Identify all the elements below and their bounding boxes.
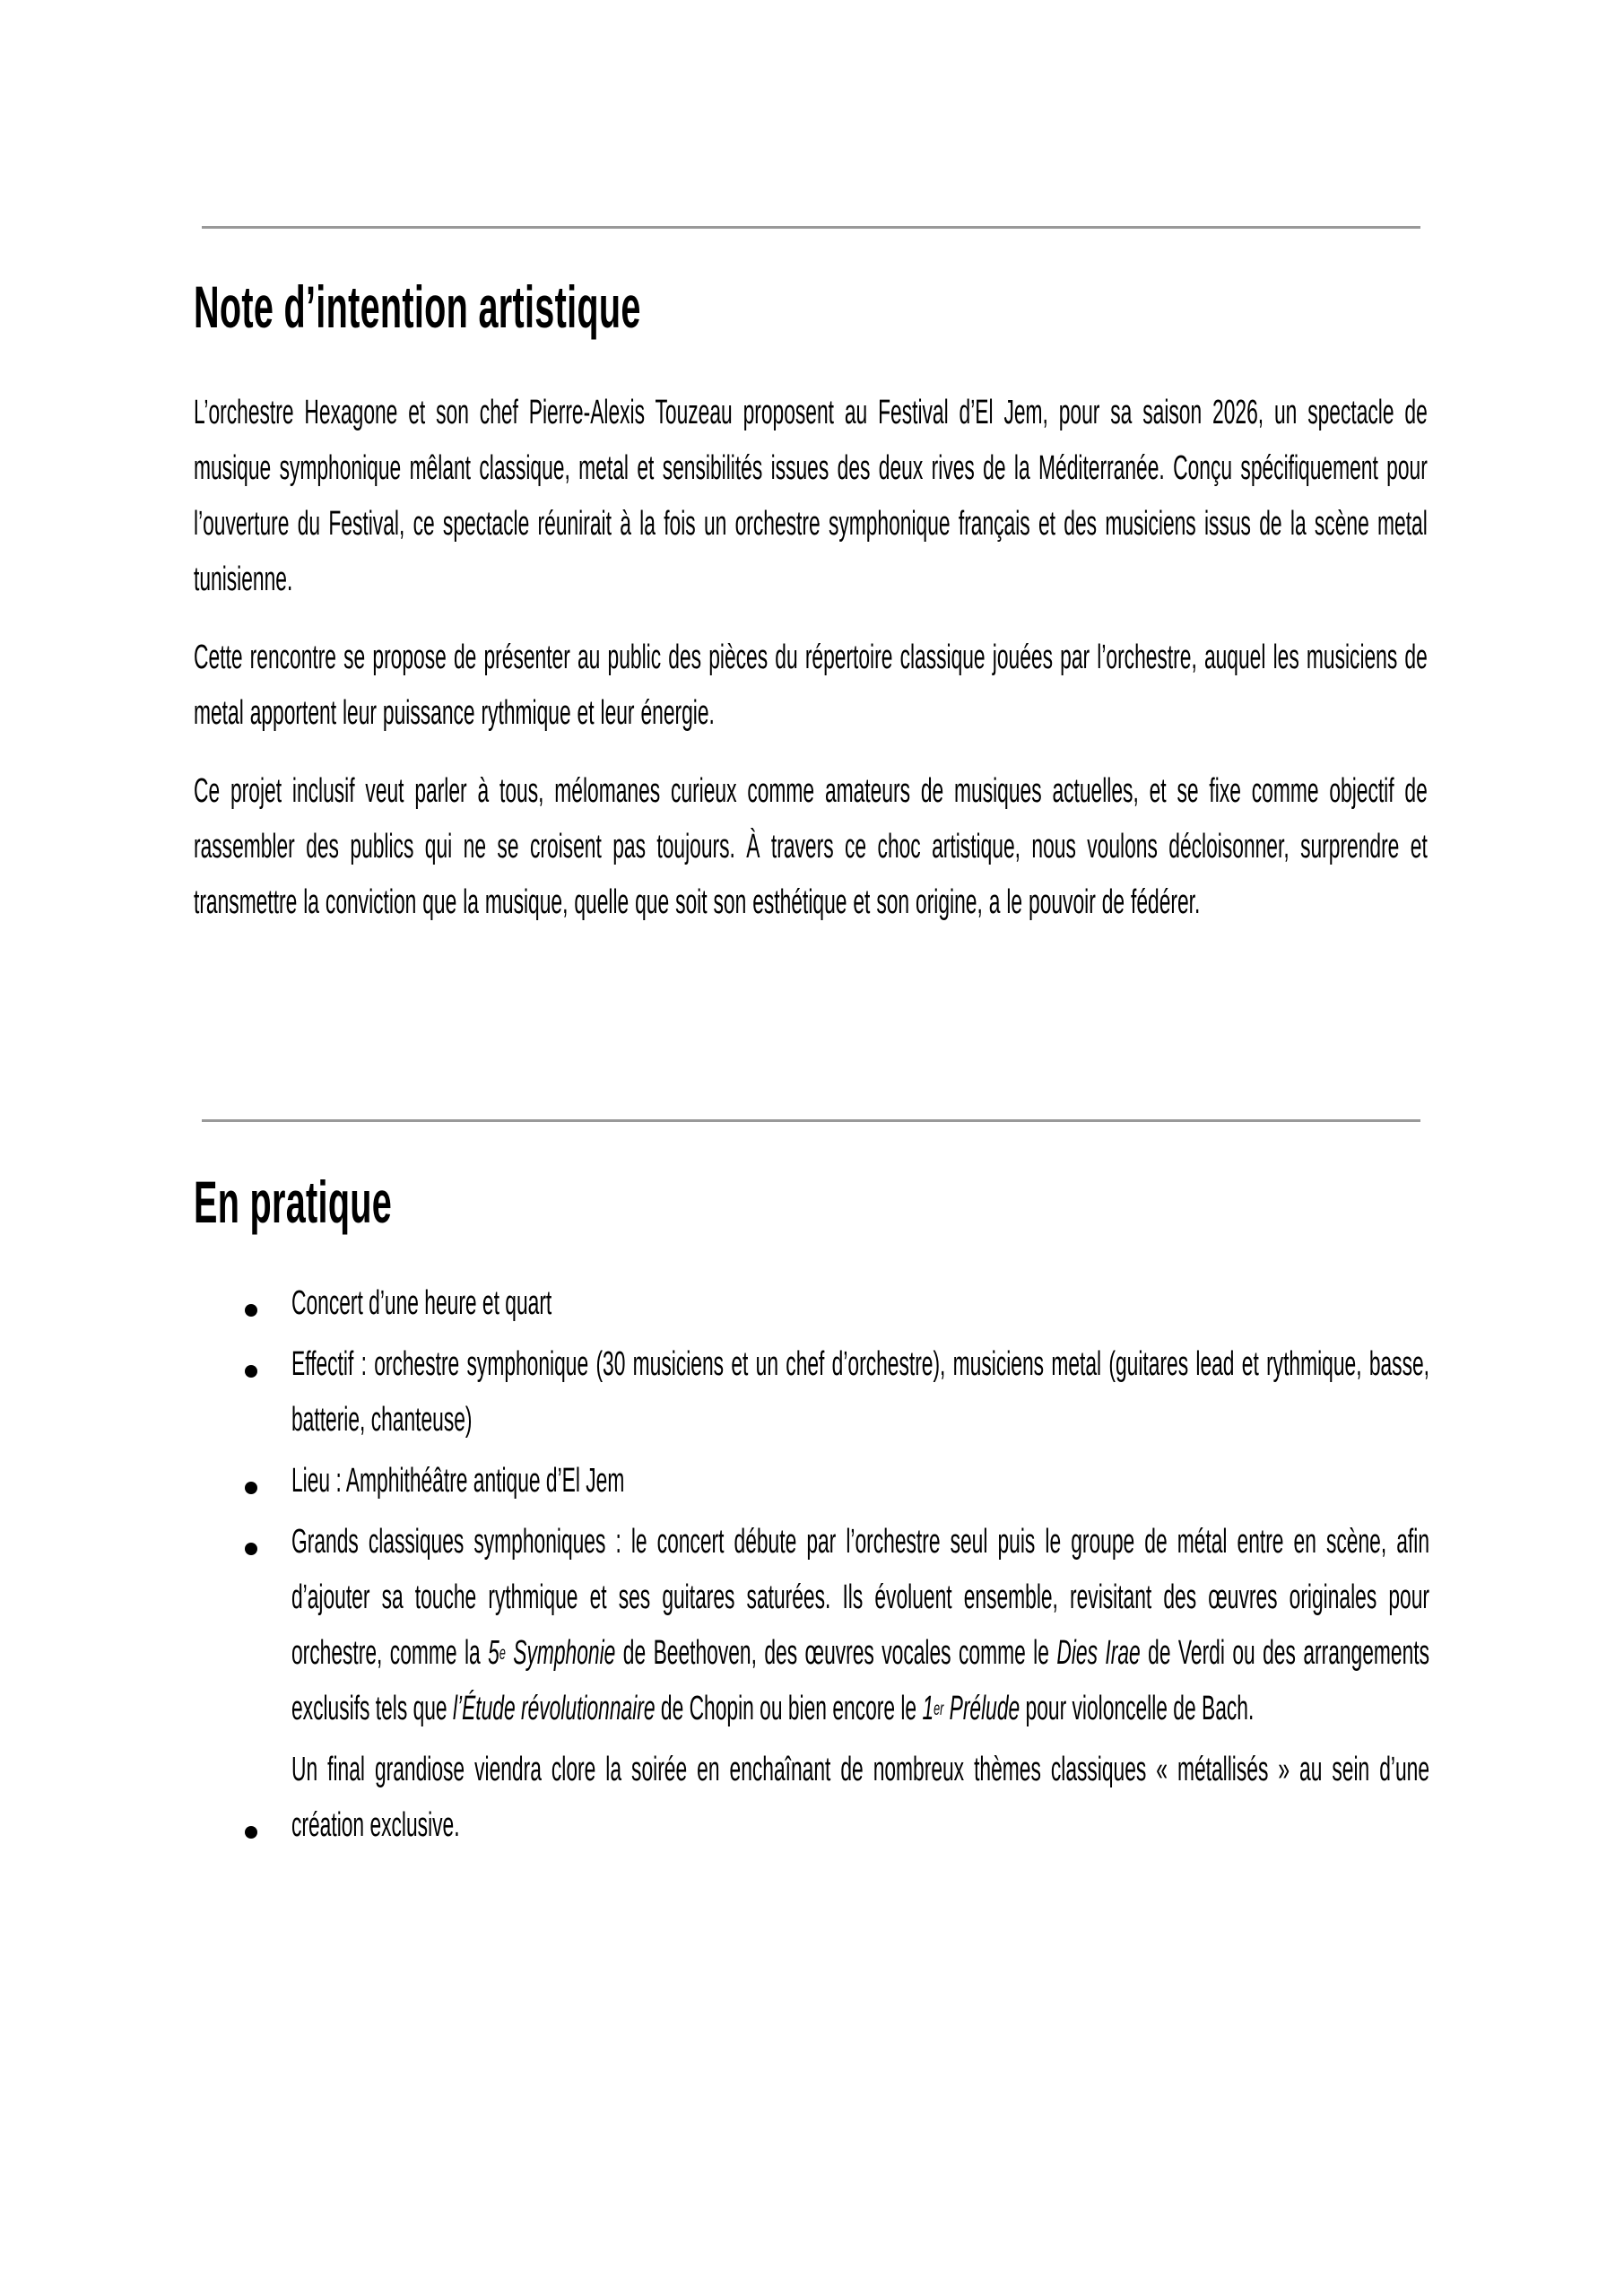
list-item-final bbox=[291, 1742, 1429, 1853]
list-item-text: Un final grandiose viendra clore la soirée en enchaînant de nombreux thèmes classiques « métallisés » au sein d’une création exclusive. bbox=[291, 1751, 1429, 1844]
bullet-icon bbox=[245, 1365, 257, 1378]
paragraph: Ce projet inclusif veut parler à tous, mélomanes curieux comme amateurs de musiques actuelles, et se fixe comme objectif de rassembler des publics qui ne se croisent pas toujours. À travers ce choc artistique, nous voulons décloisonner, surprendre et transmettre la conviction que la musique, quelle que soit son esthétique et son origine, a le pouvoir de fédérer. bbox=[194, 772, 1428, 921]
work-title-dies-irae: Dies Irae bbox=[1056, 1634, 1141, 1672]
list-item-effectif bbox=[291, 1336, 1429, 1448]
note-intention-body bbox=[194, 385, 1428, 952]
work-title-etude-revolutionnaire: l’Étude révolutionnaire bbox=[452, 1690, 656, 1727]
text-run: pour violoncelle de Bach. bbox=[1020, 1690, 1255, 1727]
practical-info-list bbox=[291, 1275, 1429, 1858]
section-divider bbox=[202, 226, 1420, 229]
list-item-text: Lieu : Amphithéâtre antique d’El Jem bbox=[291, 1462, 625, 1500]
work-title-1er-prelude: 1er Prélude bbox=[922, 1690, 1020, 1727]
paragraph: Cette rencontre se propose de présenter au public des pièces du répertoire classique jouées par l’orchestre, auquel les musiciens de metal apportent leur puissance rythmique et leur énergie. bbox=[194, 639, 1428, 732]
list-item-programme bbox=[291, 1514, 1429, 1736]
text-run: Grands classiques symphoniques : le concert débute par l’orchestre seul puis le groupe de métal entre en scène, afin d’ajouter sa touche rythmique et ses guitares saturées. Ils évoluent ensemble, revisitant des œuvres originales pour orchestre, comme la bbox=[291, 1523, 1429, 1672]
text-run: de Verdi ou des arrangements exclusifs tels que bbox=[291, 1634, 1430, 1727]
list-item-text: Concert d’une heure et quart bbox=[291, 1284, 552, 1322]
bullet-icon bbox=[245, 1304, 257, 1317]
work-title-5e-symphonie: 5e Symphonie bbox=[488, 1634, 616, 1672]
list-item-text: Effectif : orchestre symphonique (30 musiciens et un chef d’orchestre), musiciens metal (guitares lead et rythmique, basse, batterie, chanteuse) bbox=[291, 1345, 1429, 1439]
list-item-duration bbox=[291, 1275, 1429, 1331]
text-run: de Chopin ou bien encore le bbox=[655, 1690, 923, 1727]
bullet-icon bbox=[245, 1482, 257, 1494]
section-heading-note-intention: Note d’intention artistique bbox=[194, 274, 641, 340]
section-heading-en-pratique: En pratique bbox=[194, 1169, 393, 1235]
list-item-lieu bbox=[291, 1453, 1429, 1509]
section-divider bbox=[202, 1119, 1420, 1122]
text-run: de Beethoven, des œuvres vocales comme le bbox=[615, 1634, 1057, 1672]
bullet-icon bbox=[245, 1826, 257, 1839]
paragraph: L’orchestre Hexagone et son chef Pierre-Alexis Touzeau proposent au Festival d’El Jem, pour sa saison 2026, un spectacle de musique symphonique mêlant classique, metal et sensibilités issues des deux rives de la Méditerranée. Conçu spécifiquement pour l’ouverture du Festival, ce spectacle réunirait à la fois un orchestre symphonique français et des musiciens issus de la scène metal tunisienne. bbox=[194, 394, 1428, 598]
bullet-icon bbox=[245, 1543, 257, 1555]
